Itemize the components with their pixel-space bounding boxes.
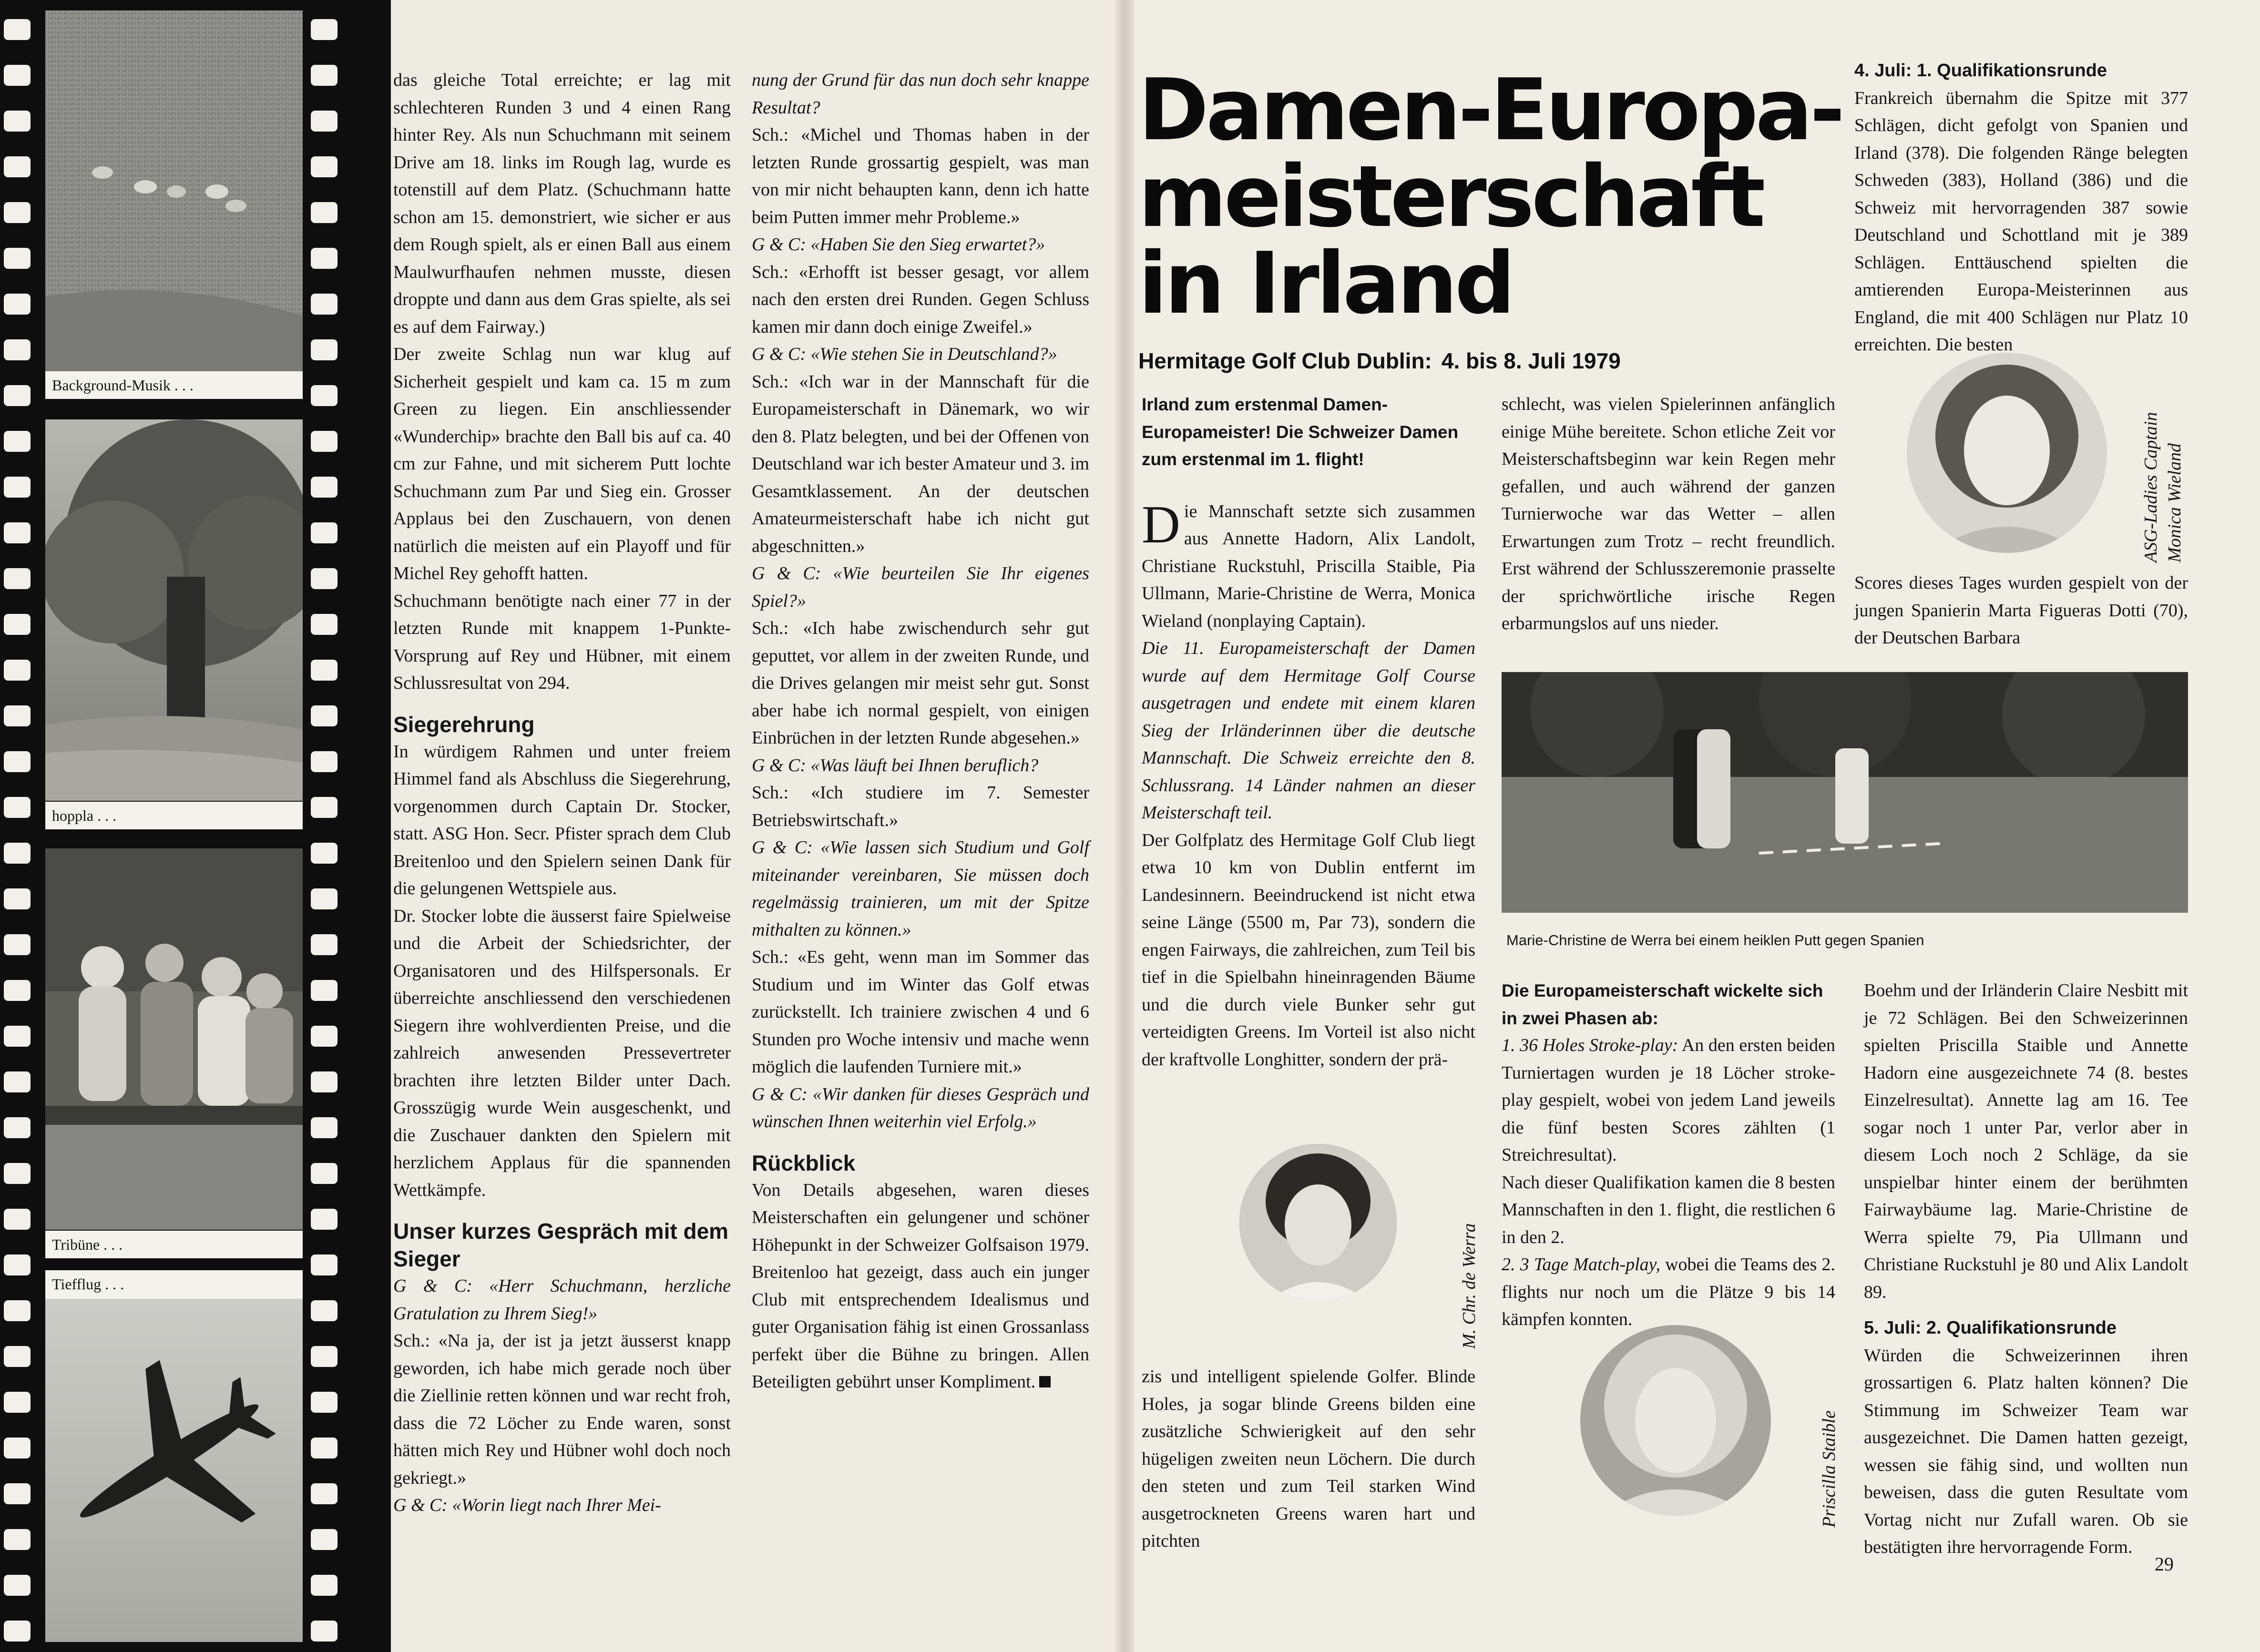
sprocket-holes-left	[4, 0, 32, 1652]
section-heading-rueckblick: Rückblick	[752, 1150, 856, 1175]
sprocket-hole	[311, 1483, 337, 1504]
sprocket-hole	[311, 111, 337, 132]
sprocket-hole	[311, 614, 337, 635]
paragraph: Schuchmann benötigte nach einer 77 in der letzten Runde mit knappem 1-Punkte-Vorsprung auf Rey und Hübner, mit einem Schlussresultat von 294.	[393, 591, 731, 693]
sprocket-hole	[4, 797, 31, 818]
page-number: 29	[2155, 1553, 2174, 1575]
photo-frame-tree	[45, 419, 303, 829]
article-subheading	[1138, 348, 1621, 374]
sprocket-hole	[311, 751, 337, 772]
section-heading-juli5: 5. Juli: 2. Qualifikationsrunde	[1864, 1318, 2117, 1338]
article-headline	[1138, 61, 1853, 333]
paragraph: Dr. Stocker lobte die äusserst faire Spielweise und die Arbeit der Schiedsrichter, der Organisatoren und des Hilfspersonals. Er überreichte anschliessend den verschiedenen Siegern ihre wohlverdienten Preise, und die zahlreich anwesenden Pressevertreter brachten ihre letzten Bilder unter Dach. Grosszügig wurde Wein ausgeschenkt, und die Zuschauer dankten den Spielern mit herzlichem Applaus für die spannenden Wettkämpfe.	[393, 906, 731, 1200]
paragraph: In würdigem Rahmen und unter freiem Himmel fand als Abschluss die Siegerehrung, vorgenommen durch Captain Dr. Stocker, statt. ASG Hon. Secr. Pfister sprach dem Club Breitenloo und den Spielern seinen Dank für die gelungenen Wettspiele aus.	[393, 741, 731, 898]
photo-caption: Tiefflug . . .	[45, 1270, 303, 1298]
paragraph: Boehm und der Irländerin Claire Nesbitt mit je 72 Schlägen. Bei den Schweizerinnen spielten Priscilla Staible und Annette Hadorn eine ausgezeichnete 74 (8. bestes Einzelresultat). Annette lag am 16. Tee sogar noch 1 unter Par, verlor aber in diesem Loch noch 2 Schläge, da sie unspielbar hinter einem der berühmten Fairwaybäume lag. Marie-Christine de Werra spielte 79, Pia Ullmann und Christiane Ruckstuhl je 80 und Alix Landolt 89.	[1864, 980, 2188, 1302]
headline-line: in Irland	[1138, 234, 1513, 333]
paragraph-text: ie Mannschaft setzte sich zusammen aus Annette Hadorn, Alix Landolt, Christiane Ruckstuhl, Priscilla Staible, Pia Ullmann, Marie-Christine de Werra, Monica Wieland (nonplaying Captain).	[1142, 501, 1475, 631]
section-heading-siegerehrung: Siegerehrung	[393, 712, 535, 737]
sprocket-hole	[311, 1209, 337, 1230]
sprocket-hole	[311, 294, 337, 315]
left-page	[0, 0, 1120, 1652]
paragraph: Scores dieses Tages wurden gespielt von der jungen Spanierin Marta Figueras Dotti (70), der Deutschen Barbara	[1854, 573, 2188, 648]
interview-answer: Sch.: «Erhofft ist besser gesagt, vor allem nach den ersten drei Runden. Gegen Schluss kamen mir dann doch einige Zweifel.»	[752, 262, 1089, 337]
subheading-date: 4. bis 8. Juli 1979	[1441, 348, 1621, 373]
article-column-3-mid	[1854, 570, 2188, 652]
portrait-wieland-image	[1907, 353, 2107, 553]
interview-answer: Sch.: «Ich studiere im 7. Semester Betriebswirtschaft.»	[752, 783, 1089, 830]
photo-frame-tribune	[45, 848, 303, 1258]
photo-caption: Background-Musik . . .	[45, 371, 303, 399]
interview-question: G & C: «Wie lassen sich Studium und Golf miteinander vereinbaren, Sie müssen doch regelmässig trainieren, um mit der Spitze mithalten zu können.»	[752, 837, 1089, 940]
sprocket-hole	[311, 477, 337, 498]
paragraph-text: Von Details abgesehen, waren dieses Meisterschaften ein gelungener und schöner Höhepunkt in der Schweizer Golfsaison 1979. Breitenloo hat gezeigt, dass auch ein junger Club mit entsprechendem Idealismus und guter Organisation fähig ist einen Grossanlass perfekt über die Bühne zu bringen. Allen Beteiligten gebührt unser Kompliment.	[752, 1180, 1089, 1392]
sprocket-hole	[4, 843, 31, 864]
paragraph: Nach dieser Qualifikation kamen die 8 besten Mannschaften in den 1. flight, die restlichen 6 in den 2.	[1502, 1172, 1835, 1247]
spectators-photo	[45, 848, 303, 1230]
photo-credit-wieland-2: Monica Wieland	[2165, 443, 2185, 562]
photo-caption: hoppla . . .	[45, 802, 303, 829]
portrait-werra	[1239, 1144, 1397, 1301]
tree-photo	[45, 419, 303, 801]
sprocket-hole	[311, 797, 337, 818]
interview-answer: Sch.: «Na ja, der ist ja jetzt äusserst knapp geworden, ich habe mich gerade noch über die Ziellinie retten können und war recht froh, dass die 72 Löcher zu Ende waren, sonst hätten mich Rey und Hübner wohl doch noch gekriegt.»	[393, 1331, 731, 1488]
article-column-3	[1854, 57, 2188, 359]
sprocket-hole	[4, 1071, 31, 1092]
sprocket-hole	[311, 843, 337, 864]
phase-text: An den ersten beiden Turniertagen wurden je 18 Löcher stroke-play gespielt, wobei von jedem Land jeweils die fünf besten Scores zählten (1 Streichresultat).	[1502, 1035, 1836, 1165]
sprocket-hole	[4, 385, 31, 406]
sprocket-hole	[4, 614, 31, 635]
photo-frame-sheep	[45, 10, 303, 399]
paragraph: das gleiche Total erreichte; er lag mit schlechteren Runden 3 und 4 einen Rang hinter Rey. Als nun Schuchmann mit seinem Drive am 18. links im Rough lag, wurde es totenstill auf dem Platz. (Schuchmann hatte schon am 15. demonstriert, wie sicher er aus dem Rough spielt, als er einen Ball aus einem Maulwurfhaufen nehmen musste, diesen droppte und dann aus dem Gras spielte, als sei es auf dem Fairway.)	[393, 70, 731, 337]
interview-question: nung der Grund für das nun doch sehr knappe Resultat?	[752, 70, 1089, 118]
paragraph: Frankreich übernahm die Spitze mit 377 Schlägen, dicht gefolgt von Spanien und Irland (378). Die folgenden Ränge belegten Schweden (383), Holland (386) und die Schweiz mit hervorragenden 387 sowie Deutschland und Schottland mit je 389 Schlägen. Enttäuschend spielten die amtierenden Europa-Meisterinnen aus England, die mit 400 Schlägen nur Platz 10 erreichten. Die besten	[1854, 88, 2188, 355]
photo-credit-werra: M. Chr. de Werra	[1459, 1223, 1479, 1349]
sprocket-hole	[4, 1254, 31, 1275]
sprocket-hole	[4, 1117, 31, 1138]
drop-cap: D	[1142, 495, 1180, 554]
photo-credit-wieland-1: ASG-Ladies Captain	[2141, 412, 2161, 562]
subheading-club: Hermitage Golf Club Dublin:	[1138, 348, 1432, 373]
left-column-1	[393, 67, 731, 1519]
portrait-wieland	[1907, 353, 2107, 553]
sprocket-hole	[311, 1392, 337, 1413]
sprocket-hole	[311, 1575, 337, 1596]
interview-question: G & C: «Wir danken für dieses Gespräch und wünschen Ihnen weiterhin viel Erfolg.»	[752, 1084, 1089, 1132]
article-column-3-cont	[1864, 977, 2188, 1561]
sprocket-hole	[311, 19, 337, 40]
sprocket-hole	[311, 522, 337, 543]
sprocket-hole	[4, 1483, 31, 1504]
phase-label: 1. 36 Holes Stroke-play:	[1502, 1035, 1678, 1055]
sprocket-hole	[311, 431, 337, 452]
paragraph: schlecht, was vielen Spielerinnen anfänglich einige Mühe bereitete. Schon etliche Zeit vor Meisterschaftsbeginn war kein Regen mehr gefallen, und auch während der ganzen Turnierwoche war das Wetter – allen Erwartungen zum Trotz – recht freundlich. Erst während der Schlusszeremonie prasselte der sprichwörtliche irische Regen erbarmungslos auf uns nieder.	[1502, 394, 1835, 633]
sprocket-hole	[311, 1117, 337, 1138]
airplane-photo	[45, 1270, 303, 1642]
paragraph	[1502, 1032, 1835, 1169]
article-column-1	[1142, 391, 1475, 1073]
sprocket-hole	[4, 1575, 31, 1596]
section-heading-gespraech: Unser kurzes Gespräch mit dem Sieger	[393, 1219, 729, 1271]
interview-question: G & C: «Herr Schuchmann, herzliche Gratulation zu Ihrem Sieg!»	[393, 1276, 731, 1324]
sprocket-hole	[311, 1254, 337, 1275]
paragraph: Der zweite Schlag nun war klug auf Sicherheit gespielt und kam ca. 15 m zum Green zu liegen. Ein anschliessender «Wunderchip» brachte den Ball bis auf ca. 40 cm zur Fahne, und mit sicherem Putt lochte Schuchmann zum Par und Sieg ein. Grosser Applaus bei den Zuschauern, von denen natürlich die meisten auf ein Playoff und für Michel Rey gehofft hatten.	[393, 344, 731, 583]
sprocket-hole	[311, 934, 337, 955]
interview-answer: Sch.: «Es geht, wenn man im Sommer das Studium und im Winter das Golf etwas zurückstellt. Ich trainiere zwischen 4 und 6 Stunden pro Woche intensiv und mache wenn möglich die laufenden Turniere mit.»	[752, 947, 1089, 1077]
portrait-staible-image	[1580, 1325, 1771, 1516]
left-column-2	[752, 67, 1089, 1396]
sprocket-hole	[311, 156, 337, 177]
paragraph: zis und intelligent spielende Golfer. Blinde Holes, ja sogar blinde Greens bilden eine zusätzliche Schwierigkeit auf den sehr hügeligen zweiten neun Löchern. Die durch den steten und zum Teil starken Wind ausgetrockneten Greens waren hart und pitchten	[1142, 1366, 1475, 1551]
article-column-2	[1502, 391, 1835, 638]
photo-caption-putt: Marie-Christine de Werra bei einem heiklen Putt gegen Spanien	[1506, 932, 1924, 948]
paragraph	[1142, 495, 1475, 635]
sprocket-hole	[311, 1438, 337, 1458]
sprocket-hole	[4, 339, 31, 360]
article-column-1-cont	[1142, 1363, 1475, 1555]
sprocket-hole	[4, 19, 31, 40]
page-gutter	[1115, 0, 1135, 1652]
sprocket-hole	[4, 980, 31, 1001]
sprocket-hole	[311, 1529, 337, 1550]
sprocket-hole	[4, 1346, 31, 1367]
sprocket-hole	[311, 202, 337, 223]
sprocket-hole	[4, 934, 31, 955]
sprocket-hole	[311, 65, 337, 86]
interview-question: G & C: «Haben Sie den Sieg erwartet?»	[752, 235, 1045, 255]
phase-text: wobei die Teams des 2. flights nur noch um die Plätze 9 bis 14 kämpfen konnten.	[1502, 1254, 1835, 1329]
headline-line: Damen-Europa-	[1138, 61, 1842, 159]
sprocket-hole	[4, 431, 31, 452]
phase-label: 2. 3 Tage Match-play,	[1502, 1254, 1660, 1275]
photo-caption: Tribüne . . .	[45, 1231, 303, 1258]
interview-question: G & C: «Wie beurteilen Sie Ihr eigenes Spiel?»	[752, 563, 1089, 611]
sprocket-hole	[4, 1392, 31, 1413]
sprocket-hole	[311, 888, 337, 909]
paragraph	[1502, 1251, 1835, 1334]
section-heading-juli4: 4. Juli: 1. Qualifikationsrunde	[1854, 61, 2107, 81]
sprocket-hole	[311, 1071, 337, 1092]
sprocket-holes-right	[311, 0, 339, 1652]
sprocket-hole	[4, 65, 31, 86]
end-mark-icon	[1039, 1376, 1051, 1387]
paragraph: Würden die Schweizerinnen ihren grossartigen 6. Platz halten können? Die Stimmung im Schweizer Team war ausgezeichnet. Die Damen hatten gezeigt, wessen sie fähig sind, und wollten nun beweisen, dass die guten Resultate vom Vortag nicht nur Zufall waren. Ob sie bestätigten ihre hervorragende Form.	[1864, 1345, 2188, 1557]
interview-question: G & C: «Worin liegt nach Ihrer Mei-	[393, 1495, 661, 1515]
photo-frame-plane	[45, 1270, 303, 1642]
interview-question: G & C: «Was läuft bei Ihnen beruflich?	[752, 755, 1039, 775]
sprocket-hole	[4, 1529, 31, 1550]
interview-question: G & C: «Wie stehen Sie in Deutschland?»	[752, 344, 1057, 364]
film-strip	[0, 0, 391, 1652]
sprocket-hole	[4, 568, 31, 589]
sprocket-hole	[4, 1163, 31, 1184]
sprocket-hole	[311, 1300, 337, 1321]
sprocket-hole	[4, 888, 31, 909]
paragraph: Der Golfplatz des Hermitage Golf Club liegt etwa 10 km von Dublin entfernt im Landesinnern. Beeindruckend ist nicht etwa seine Länge (5500 m, Par 73), sondern die engen Fairways, die zahlreichen, zum Teil bis tief in die Spielbahn hineinragenden Bäume und die durch viele Bunker sehr gut verteidigten Greens. Im Vorteil ist also nicht der kraftvolle Longhitter, sondern der prä-	[1142, 830, 1475, 1070]
sprocket-hole	[311, 248, 337, 269]
portrait-staible	[1580, 1325, 1771, 1516]
putting-photo-image	[1502, 672, 2188, 913]
sprocket-hole	[311, 385, 337, 406]
sprocket-hole	[4, 156, 31, 177]
paragraph	[752, 1177, 1089, 1396]
sprocket-hole	[4, 202, 31, 223]
sprocket-hole	[311, 980, 337, 1001]
sprocket-hole	[311, 1621, 337, 1642]
sprocket-hole	[311, 705, 337, 726]
interview-answer: Sch.: «Ich habe zwischendurch sehr gut geputtet, vor allem in der zweiten Runde, und die Drives gelangen mir meist sehr gut. Sonst aber habe ich normal gespielt, von einigen Einbrüchen in der letzten Runde abgesehen.»	[752, 618, 1089, 748]
article-intro-italic: Die 11. Europameisterschaft der Damen wurde auf dem Hermitage Golf Course ausgetragen und endete mit einem klaren Sieg der Irländerinnen über die deutsche Mannschaft. Die Schweiz erreichte den 8. Schlussrang. 14 Länder nahmen an dieser Meisterschaft teil.	[1142, 638, 1475, 823]
sprocket-hole	[4, 522, 31, 543]
sprocket-hole	[311, 1026, 337, 1047]
sprocket-hole	[311, 1346, 337, 1367]
sprocket-hole	[4, 111, 31, 132]
putting-photo	[1502, 672, 2188, 913]
sprocket-hole	[4, 705, 31, 726]
sprocket-hole	[4, 751, 31, 772]
sprocket-hole	[311, 339, 337, 360]
sprocket-hole	[311, 660, 337, 681]
headline-line: meisterschaft	[1138, 147, 1763, 246]
interview-answer: Sch.: «Ich war in der Mannschaft für die Europameisterschaft in Dänemark, wo wir den 8. Platz belegten, und bei der Offenen von Deutschland war ich bester Amateur und 3. im Gesamtklassement. An der deutschen Amateurmeisterschaft habe ich nicht gut abgeschnitten.»	[752, 371, 1089, 556]
sprocket-hole	[4, 1621, 31, 1642]
sprocket-hole	[4, 1026, 31, 1047]
interview-answer: Sch.: «Michel und Thomas haben in der letzten Runde grossartig gespielt, was man von mir nicht behaupten kann, denn ich hatte beim Putten immer mehr Probleme.»	[752, 125, 1089, 227]
sprocket-hole	[4, 1209, 31, 1230]
sheep-meadow-photo	[45, 10, 303, 373]
sprocket-hole	[4, 294, 31, 315]
sprocket-hole	[4, 660, 31, 681]
sprocket-hole	[311, 568, 337, 589]
sprocket-hole	[4, 1300, 31, 1321]
phases-heading: Die Europameisterschaft wickelte sich in zwei Phasen ab:	[1502, 981, 1823, 1028]
portrait-werra-image	[1239, 1144, 1397, 1301]
photo-credit-staible: Priscilla Staible	[1819, 1410, 1839, 1528]
sprocket-hole	[4, 248, 31, 269]
sprocket-hole	[311, 1163, 337, 1184]
article-column-2-cont	[1502, 977, 1835, 1334]
sprocket-hole	[4, 477, 31, 498]
sprocket-hole	[4, 1438, 31, 1458]
article-lead: Irland zum erstenmal Damen-Europameister! Die Schweizer Damen zum erstenmal im 1. flight!	[1142, 395, 1459, 469]
